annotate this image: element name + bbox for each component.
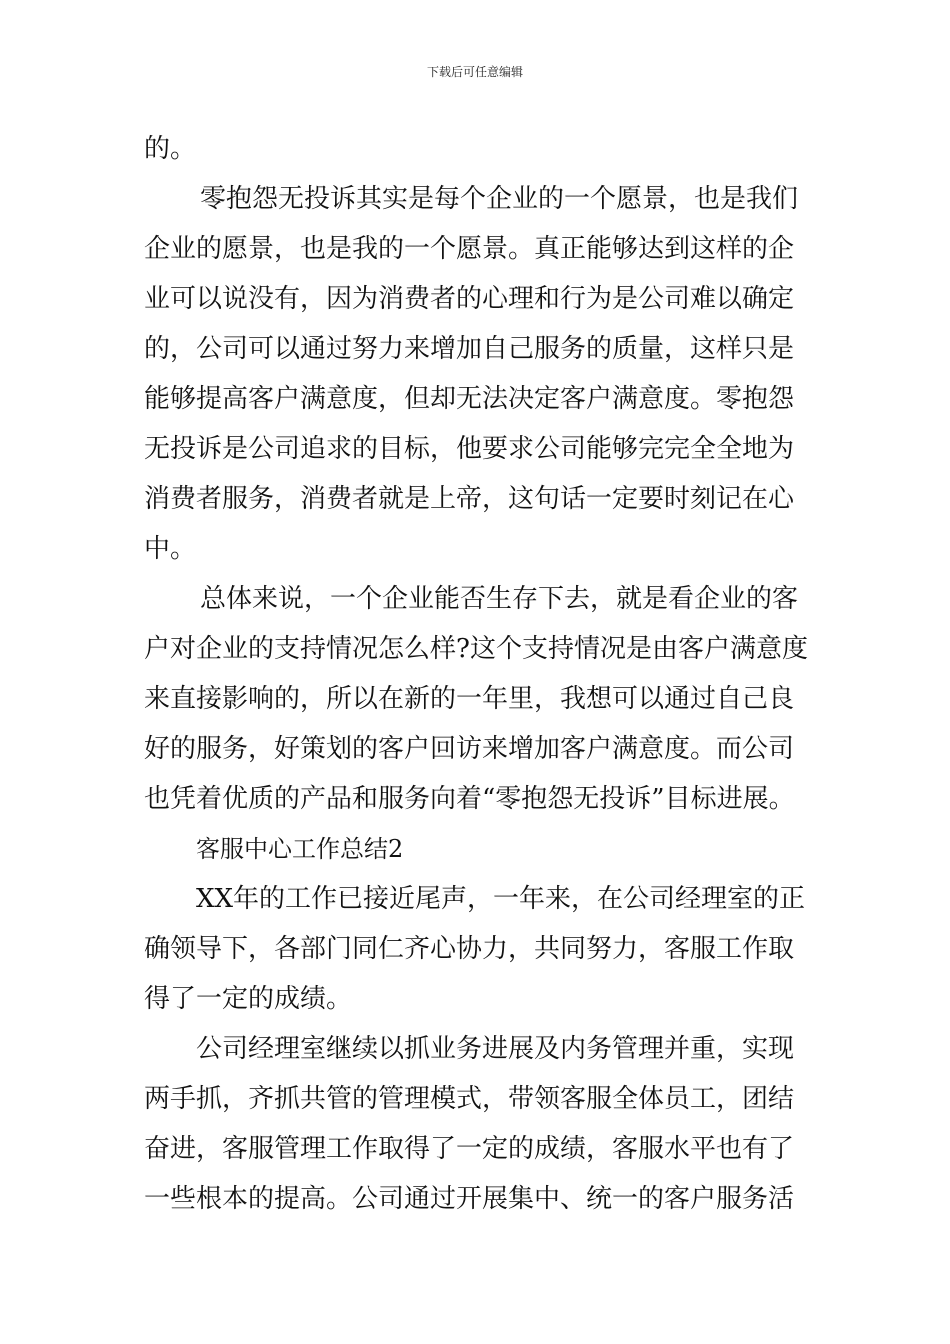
paragraph-start-line: 总体来说，一个企业能否生存下去，就是看企业的客 [200, 584, 799, 614]
text-line: 消费者服务，消费者就是上帝，这句话一定要时刻记在心 [144, 484, 795, 514]
paragraph-start-line: 公司经理室继续以抓业务进展及内务管理并重，实现 [196, 1034, 795, 1064]
text-line: 能够提高客户满意度，但却无法决定客户满意度。零抱怨 [144, 384, 795, 414]
text-line: 的，公司可以通过努力来增加自己服务的质量，这样只是 [144, 334, 795, 364]
text-line: 来直接影响的，所以在新的一年里，我想可以通过自己良 [144, 684, 795, 714]
text-line: 确领导下，各部门同仁齐心协力，共同努力，客服工作取 [144, 934, 795, 964]
text-line: 一些根本的提高。公司通过开展集中、统一的客户服务活 [144, 1184, 795, 1214]
text-line: 得了一定的成绩。 [144, 984, 353, 1014]
text-line: 也凭着优质的产品和服务向着“零抱怨无投诉”目标进展。 [144, 784, 795, 814]
text-line: 的。 [144, 134, 197, 164]
text-line: 业可以说没有，因为消费者的心理和行为是公司难以确定 [144, 284, 795, 314]
text-line: 奋进，客服管理工作取得了一定的成绩，客服水平也有了 [144, 1134, 795, 1164]
text-line: 无投诉是公司追求的目标，他要求公司能够完完全全地为 [144, 434, 795, 464]
text-line: 户对企业的支持情况怎么样?这个支持情况是由客户满意度 [144, 634, 808, 664]
body-text [144, 124, 808, 1224]
text-line: 两手抓，齐抓共管的管理模式，带领客服全体员工，团结 [144, 1084, 795, 1114]
text-line: 好的服务，好策划的客户回访来增加客户满意度。而公司 [144, 734, 795, 764]
page-header: 下载后可任意编辑 [426, 65, 523, 79]
text-line: 中。 [144, 534, 197, 564]
text-line: 企业的愿景，也是我的一个愿景。真正能够达到这样的企 [144, 234, 795, 264]
section-title: 客服中心工作总结2 [196, 835, 404, 863]
paragraph-start-line: 零抱怨无投诉其实是每个企业的一个愿景，也是我们 [200, 184, 799, 214]
paragraph-start-line: XX年的工作已接近尾声，一年来，在公司经理室的正 [196, 884, 806, 914]
